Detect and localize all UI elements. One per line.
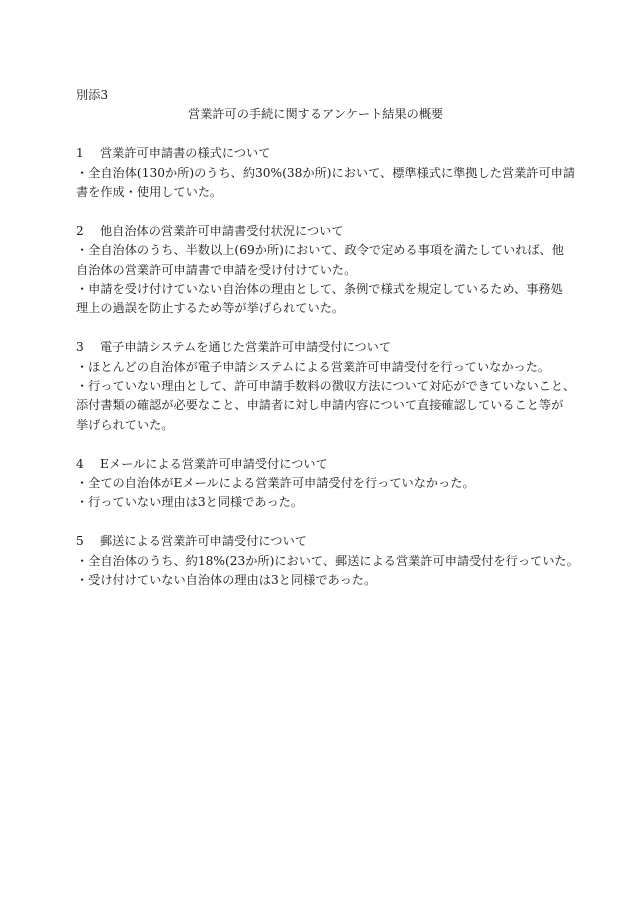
- section-heading: [76, 532, 564, 551]
- body-line: ・全自治体(130か所)のうち、約30%(38か所)において、標準様式に準拠した営業許可申請: [76, 165, 576, 180]
- document-title: 営業許可の手続に関するアンケート結果の概要: [188, 107, 444, 122]
- section-heading-text: 郵送による営業許可申請受付について: [100, 534, 307, 549]
- section-number: 3: [76, 340, 84, 355]
- body-line: ・行っていない理由は3と同様であった。: [76, 495, 304, 510]
- section-heading: [76, 222, 564, 241]
- body-line: ・ほとんどの自治体が電子申請システムによる営業許可申請受付を行っていなかった。: [76, 359, 551, 374]
- section-heading-text: 営業許可申請書の様式について: [100, 146, 271, 161]
- section-heading: [76, 144, 564, 163]
- body-line: ・全ての自治体がEメールによる営業許可申請受付を行っていなかった。: [76, 476, 475, 491]
- body-line: ・受け付けていない自治体の理由は3と同様であった。: [76, 573, 377, 588]
- body-line: 書を作成・使用していた。: [76, 185, 223, 200]
- section-heading-text: 他自治体の営業許可申請書受付状況について: [100, 223, 344, 238]
- section-number: 5: [76, 534, 84, 549]
- section-4: [76, 455, 564, 513]
- sections-container: [76, 144, 579, 590]
- section-heading-text: 電子申請システムを通じた営業許可申請受付について: [100, 340, 392, 355]
- section-5: [76, 532, 579, 590]
- body-line: 添付書類の確認が必要なこと、申請者に対し申請内容について直接確認していること等が: [76, 398, 564, 413]
- body-line: 自治体の営業許可申請書で申請を受け付けていた。: [76, 262, 357, 277]
- document-page: [76, 86, 579, 590]
- section-heading: [76, 338, 564, 357]
- annex-label: 別添3: [76, 88, 109, 102]
- section-heading: [76, 455, 564, 474]
- body-line: ・全自治体のうち、約18%(23か所)において、郵送による営業許可申請受付を行っていた。: [76, 553, 579, 568]
- body-line: 理上の過誤を防止するため等が挙げられていた。: [76, 301, 345, 316]
- body-line: ・申請を受け付けていない自治体の理由として、条例で様式を規定しているため、事務処: [76, 282, 563, 297]
- section-heading-text: Eメールによる営業許可申請受付について: [100, 456, 328, 471]
- section-number: 2: [76, 223, 84, 238]
- section-number: 4: [76, 456, 84, 471]
- section-2: [76, 222, 564, 319]
- section-3: [76, 338, 576, 435]
- section-number: 1: [76, 146, 84, 161]
- body-line: ・行っていない理由として、許可申請手数料の徴収方法について対応ができていないこと、: [76, 379, 576, 394]
- body-line: 挙げられていた。: [76, 417, 174, 432]
- section-1: [76, 144, 576, 202]
- body-line: ・全自治体のうち、半数以上(69か所)において、政令で定める事項を満たしていれば、他: [76, 243, 564, 258]
